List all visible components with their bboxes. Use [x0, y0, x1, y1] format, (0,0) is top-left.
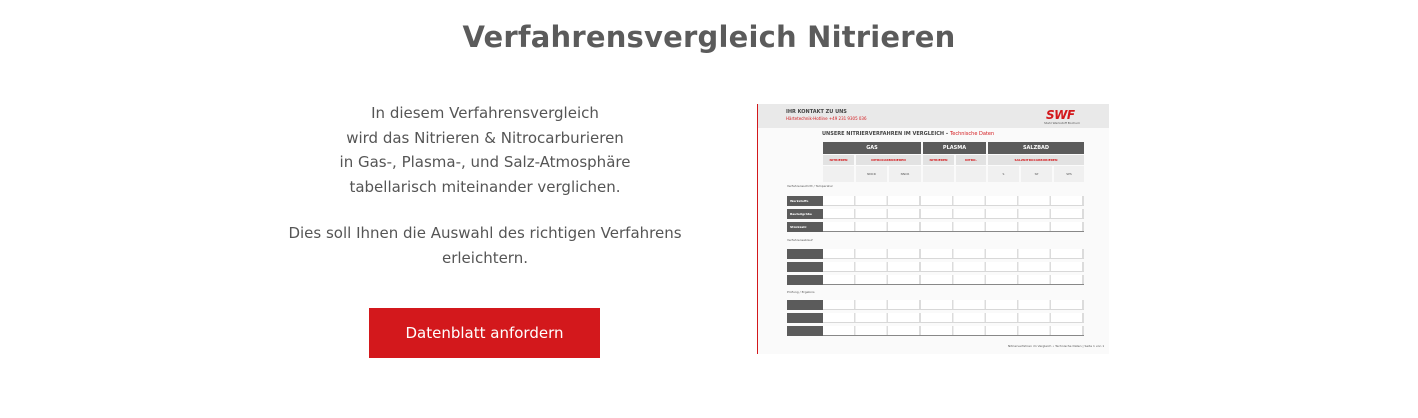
- row-label: [787, 300, 823, 310]
- datasheet-section-label: Verfahrensablauf: [787, 238, 813, 242]
- row-label: [787, 313, 823, 323]
- intro-text: [285, 101, 685, 270]
- subgroup-header: NITRO-: [956, 155, 986, 165]
- group-header-salzbad: SALZBAD: [988, 142, 1084, 154]
- column-header: SPS: [1054, 166, 1084, 182]
- datasheet-section-label: Prüfung / Ergebnis: [787, 290, 815, 294]
- row-label: [787, 275, 823, 285]
- datasheet-table-title: [822, 131, 994, 137]
- table-row: [823, 275, 1084, 285]
- intro-line: wird das Nitrieren & Nitrocarburieren: [346, 128, 624, 147]
- row-label: Bauteilgröße: [787, 209, 823, 219]
- swf-logo: SWF: [1046, 108, 1075, 122]
- datasheet-table-title-main: UNSERE NITRIERVERFAHREN IM VERGLEICH –: [822, 131, 951, 137]
- column-header: SP: [1021, 166, 1052, 182]
- table-row: [823, 300, 1084, 310]
- row-label: Werkstoffe: [787, 196, 823, 206]
- intro-line: In diesem Verfahrensvergleich: [371, 104, 599, 122]
- table-row: [823, 313, 1084, 323]
- page-title: Verfahrensvergleich Nitrieren: [462, 20, 956, 54]
- row-label: Stückzahl: [787, 222, 823, 232]
- row-label: [787, 326, 823, 336]
- row-label: [787, 249, 823, 259]
- column-header: [923, 166, 954, 182]
- subgroup-header: NITRIEREN: [823, 155, 854, 165]
- intro-line: tabellarisch miteinander verglichen.: [349, 177, 621, 196]
- column-header: NNCR: [856, 166, 887, 182]
- table-row: [823, 222, 1084, 232]
- intro-note-line: erleichtern.: [441, 248, 528, 267]
- column-header: NNCR: [889, 166, 921, 182]
- table-row: [823, 262, 1084, 272]
- datasheet-contact-hotline: Härtetechnik-Hotline +49 231 9305 036: [786, 116, 867, 121]
- intro-note-line: Dies soll Ihnen die Auswahl des richtigen Verfahrens: [288, 224, 682, 242]
- datasheet-footer: Nitrierverfahren im Vergleich • Technische Daten | Seite 1 von 1: [1008, 344, 1105, 348]
- column-header: [823, 166, 854, 182]
- table-row: [823, 196, 1084, 206]
- intro-line: in Gas-, Plasma-, und Salz-Atmosphäre: [339, 153, 631, 171]
- row-label: [787, 262, 823, 272]
- datasheet-preview-image[interactable]: [757, 104, 1109, 354]
- column-header: [956, 166, 986, 182]
- datasheet-contact-title: IHR KONTAKT ZU UNS: [786, 109, 847, 115]
- datasheet-table-title-accent: Technische Daten: [950, 131, 995, 137]
- column-header: S: [988, 166, 1019, 182]
- swf-logo-tagline: Stahl Werkstoff Bochum: [1044, 121, 1081, 125]
- table-row: [823, 249, 1084, 259]
- subgroup-header: NITRIEREN: [923, 155, 954, 165]
- group-header-plasma: PLASMA: [923, 142, 986, 154]
- table-row: [823, 209, 1084, 219]
- subgroup-header: NITROCARBURIEREN: [856, 155, 921, 165]
- paragraph-gap: [285, 199, 685, 221]
- group-header-gas: GAS: [823, 142, 921, 154]
- datasheet-section-label: Verfahrensschritt / Temperatur: [787, 184, 833, 188]
- request-datasheet-button[interactable]: Datenblatt anfordern: [369, 308, 600, 358]
- table-row: [823, 326, 1084, 336]
- subgroup-header: SALZNITROCARBURIEREN: [988, 155, 1084, 165]
